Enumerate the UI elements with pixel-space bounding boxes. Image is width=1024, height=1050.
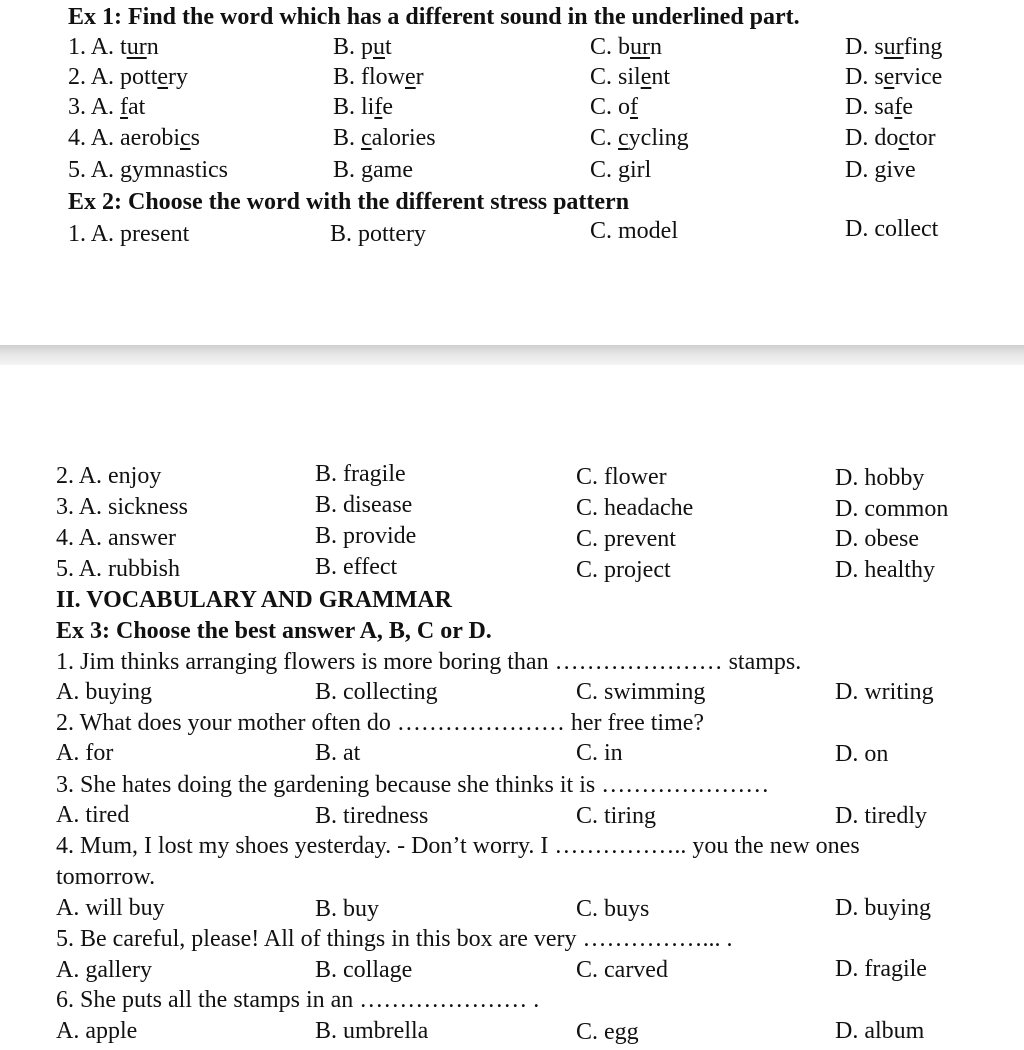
ex1-q3-option-b: B. life	[333, 94, 393, 120]
ex3-q2-stem: 2. What does your mother often do ………………… her free time?	[56, 710, 705, 736]
ex1-q4-option-a: 4. A. aerobics	[68, 125, 200, 151]
ex2-q4-option-d: D. obese	[835, 526, 919, 552]
ex3-q2-option-a: A. for	[56, 740, 114, 766]
ex3-q3-option-d: D. tiredly	[835, 803, 927, 829]
ex1-q2-option-d: D. service	[845, 64, 943, 90]
ex3-q4-option-a: A. will buy	[56, 895, 165, 921]
ex3-q3-option-a: A. tired	[56, 802, 130, 828]
ex1-q5-option-d: D. give	[845, 157, 916, 183]
ex3-q2-option-c: C. in	[576, 740, 623, 766]
ex3-q5-option-c: C. carved	[576, 957, 668, 983]
ex2-q4-option-b: B. provide	[315, 523, 417, 549]
ex1-q5-option-b: B. game	[333, 157, 413, 183]
ex3-q6-stem: 6. She puts all the stamps in an ………………… .	[56, 987, 540, 1013]
ex3-title: Ex 3: Choose the best answer A, B, C or D.	[56, 618, 492, 644]
ex1-q4-option-d: D. doctor	[845, 125, 936, 151]
ex3-q4-option-c: C. buys	[576, 896, 650, 922]
ex3-q4-option-b: B. buy	[315, 896, 380, 922]
ex1-q5-option-a: 5. A. gymnastics	[68, 157, 229, 183]
ex1-q4-option-c: C. cycling	[590, 125, 689, 151]
ex1-q2-option-c: C. silent	[590, 64, 671, 90]
ex2-q1-option-d: D. collect	[845, 216, 939, 242]
ex1-q1-option-d: D. surfing	[845, 34, 943, 60]
ex3-q6-option-b: B. umbrella	[315, 1018, 429, 1044]
ex3-q2-option-b: B. at	[315, 740, 361, 766]
ex1-q2-option-b: B. flower	[333, 64, 424, 90]
ex2-q4-option-a: 4. A. answer	[56, 525, 176, 551]
ex3-q6-option-c: C. egg	[576, 1019, 639, 1045]
ex2-q2-option-d: D. hobby	[835, 465, 925, 491]
ex3-q2-option-d: D. on	[835, 741, 889, 767]
ex3-q5-option-d: D. fragile	[835, 956, 927, 982]
ex1-q3-option-a: 3. A. fat	[68, 94, 146, 120]
ex3-q5-stem: 5. Be careful, please! All of things in this box are very ……………... .	[56, 926, 733, 952]
ex2-q5-option-a: 5. A. rubbish	[56, 556, 181, 582]
ex3-q3-option-c: C. tiring	[576, 803, 657, 829]
ex2-q4-option-c: C. prevent	[576, 526, 676, 552]
ex2-q3-option-b: B. disease	[315, 492, 413, 518]
ex1-q1-option-b: B. put	[333, 34, 392, 60]
ex2-q3-option-a: 3. A. sickness	[56, 494, 189, 520]
ex2-q3-option-c: C. headache	[576, 495, 694, 521]
ex1-title: Ex 1: Find the word which has a different sound in the underlined part.	[68, 4, 800, 30]
ex3-q5-option-a: A. gallery	[56, 957, 152, 983]
ex2-q2-option-a: 2. A. enjoy	[56, 463, 162, 489]
ex3-q4-stem: 4. Mum, I lost my shoes yesterday. - Don’t worry. I …………….. you the new ones	[56, 833, 860, 859]
ex2-title: Ex 2: Choose the word with the different stress pattern	[68, 189, 630, 215]
ex2-q2-option-c: C. flower	[576, 464, 667, 490]
ex2-q5-option-d: D. healthy	[835, 557, 935, 583]
ex3-q1-option-b: B. collecting	[315, 679, 438, 705]
ex2-q1-option-b: B. pottery	[330, 221, 426, 247]
ex1-q3-option-d: D. safe	[845, 94, 913, 120]
ex2-q1-option-a: 1. A. present	[68, 221, 190, 247]
ex3-q3-option-b: B. tiredness	[315, 803, 429, 829]
ex2-q3-option-d: D. common	[835, 496, 949, 522]
ex3-q3-stem: 3. She hates doing the gardening because she thinks it is …………………	[56, 772, 770, 798]
ex3-q5-option-b: B. collage	[315, 957, 413, 983]
ex3-q1-option-a: A. buying	[56, 679, 152, 705]
ex2-q2-option-b: B. fragile	[315, 461, 406, 487]
worksheet-page-bottom	[0, 365, 1024, 1050]
worksheet-page-top	[0, 0, 1024, 345]
ex3-q1-option-c: C. swimming	[576, 679, 706, 705]
ex2-q1-option-c: C. model	[590, 218, 678, 244]
ex3-q1-stem: 1. Jim thinks arranging flowers is more boring than ………………… stamps.	[56, 649, 802, 675]
ex1-q5-option-c: C. girl	[590, 157, 652, 183]
ex1-q4-option-b: B. calories	[333, 125, 436, 151]
ex3-q6-option-a: A. apple	[56, 1018, 138, 1044]
ex3-q4-stem-continued: tomorrow.	[56, 864, 156, 890]
ex3-q4-option-d: D. buying	[835, 895, 931, 921]
ex1-q1-option-a: 1. A. turn	[68, 34, 159, 60]
page-divider	[0, 345, 1024, 365]
ex1-q1-option-c: C. burn	[590, 34, 663, 60]
ex3-q1-option-d: D. writing	[835, 679, 934, 705]
ex1-q2-option-a: 2. A. pottery	[68, 64, 189, 90]
ex2-q5-option-b: B. effect	[315, 554, 398, 580]
ex1-q3-option-c: C. of	[590, 94, 639, 120]
ex3-q6-option-d: D. album	[835, 1018, 925, 1044]
section-vocabulary-grammar-title: II. VOCABULARY AND GRAMMAR	[56, 587, 453, 613]
ex2-q5-option-c: C. project	[576, 557, 671, 583]
